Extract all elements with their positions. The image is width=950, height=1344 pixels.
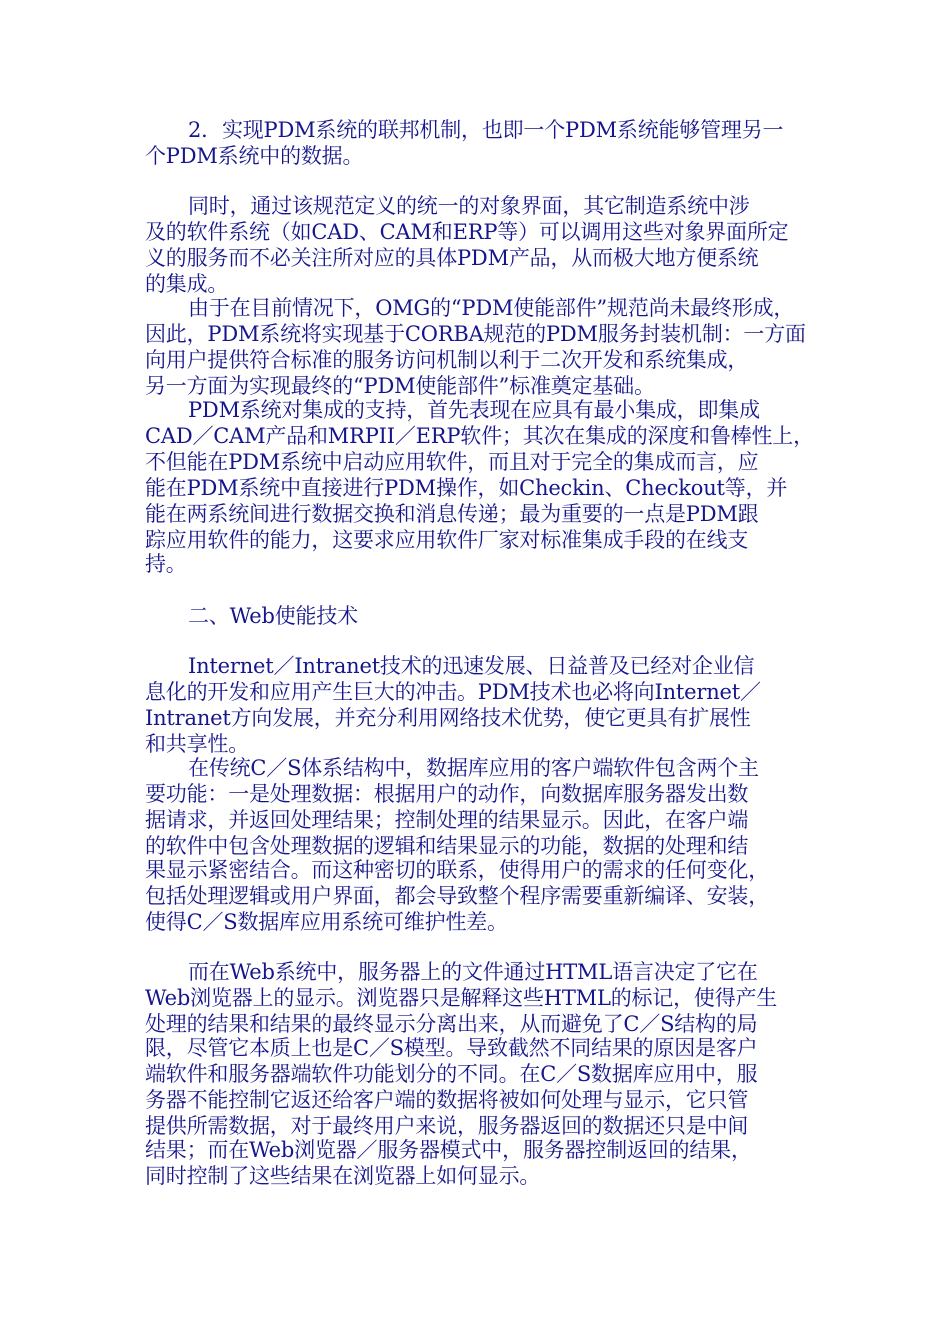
paragraph-line: 要功能：一是处理数据：根据用户的动作，向数据库服务器发出数 [145,782,749,806]
paragraph-line: Intranet方向发展，并充分利用网络技术优势，使它更具有扩展性 [145,706,751,730]
paragraph-line: 不但能在PDM系统中启动应用软件，而且对于完全的集成而言，应 [145,450,759,474]
paragraph-line: 由于在目前情况下，OMG的“PDM使能部件”规范尚未最终形成， [188,296,795,320]
paragraph-line: 端软件和服务器端软件功能划分的不同。在C／S数据库应用中，服 [145,1062,758,1086]
paragraph-line: 的软件中包含处理数据的逻辑和结果显示的功能，数据的处理和结 [145,834,749,858]
paragraph-line: 包括处理逻辑或用户界面，都会导致整个程序需要重新编译、安装， [145,884,769,908]
paragraph-line: 踪应用软件的能力，这要求应用软件厂家对标准集成手段的在线支 [145,528,749,552]
paragraph-line: PDM系统对集成的支持，首先表现在应具有最小集成，即集成 [188,398,760,422]
paragraph-line: 同时控制了这些结果在浏览器上如何显示。 [145,1164,541,1188]
paragraph-line: 能在PDM系统中直接进行PDM操作，如Checkin、Checkout等，并 [145,476,788,500]
paragraph-line: 在传统C／S体系结构中，数据库应用的客户端软件包含两个主 [188,756,759,780]
paragraph-line: 另一方面为实现最终的“PDM使能部件”标准奠定基础。 [145,374,655,398]
paragraph-line: 结果；而在Web浏览器／服务器模式中，服务器控制返回的结果， [145,1138,752,1162]
paragraph-line: 因此，PDM系统将实现基于CORBA规范的PDM服务封装机制：一方面 [145,322,806,346]
paragraph-line: 务器不能控制它返还给客户端的数据将被如何处理与显示，它只管 [145,1088,749,1112]
section-heading: 二、Web使能技术 [188,604,358,628]
paragraph-line: 向用户提供符合标准的服务访问机制以利于二次开发和系统集成， [145,348,749,372]
paragraph-line: 据请求，并返回处理结果；控制处理的结果显示。因此，在客户端 [145,808,749,832]
paragraph-line: 个PDM系统中的数据。 [145,144,364,168]
paragraph-line: CAD／CAM产品和MRPII／ERP软件；其次在集成的深度和鲁棒性上， [145,424,814,448]
paragraph-line: 同时，通过该规范定义的统一的对象界面，其它制造系统中涉 [188,194,750,218]
paragraph-line: 处理的结果和结果的最终显示分离出来，从而避免了C／S结构的局 [145,1012,758,1036]
paragraph-line: Internet／Intranet技术的迅速发展、日益普及已经对企业信 [188,654,755,678]
paragraph-line: 使得C／S数据库应用系统可维护性差。 [145,910,508,934]
paragraph-line: 持。 [145,552,187,576]
paragraph-line: 而在Web系统中，服务器上的文件通过HTML语言决定了它在 [188,960,758,984]
paragraph-line: 能在两系统间进行数据交换和消息传递；最为重要的一点是PDM跟 [145,502,759,526]
paragraph-line: Web浏览器上的显示。浏览器只是解释这些HTML的标记，使得产生 [145,986,778,1010]
paragraph-line: 的集成。 [145,272,229,296]
paragraph-line: 2．实现PDM系统的联邦机制，也即一个PDM系统能够管理另一 [188,118,784,142]
paragraph-line: 义的服务而不必关注所对应的具体PDM产品，从而极大地方便系统 [145,246,759,270]
paragraph-line: 果显示紧密结合。而这种密切的联系，使得用户的需求的任何变化， [145,858,769,882]
paragraph-line: 提供所需数据，对于最终用户来说，服务器返回的数据还只是中间 [145,1114,749,1138]
paragraph-line: 及的软件系统（如CAD、CAM和ERP等）可以调用这些对象界面所定 [145,220,789,244]
paragraph-line: 和共享性。 [145,732,249,756]
paragraph-line: 息化的开发和应用产生巨大的冲击。PDM技术也必将向Internet／ [145,680,761,704]
paragraph-line: 限，尽管它本质上也是C／S模型。导致截然不同结果的原因是客户 [145,1036,758,1060]
